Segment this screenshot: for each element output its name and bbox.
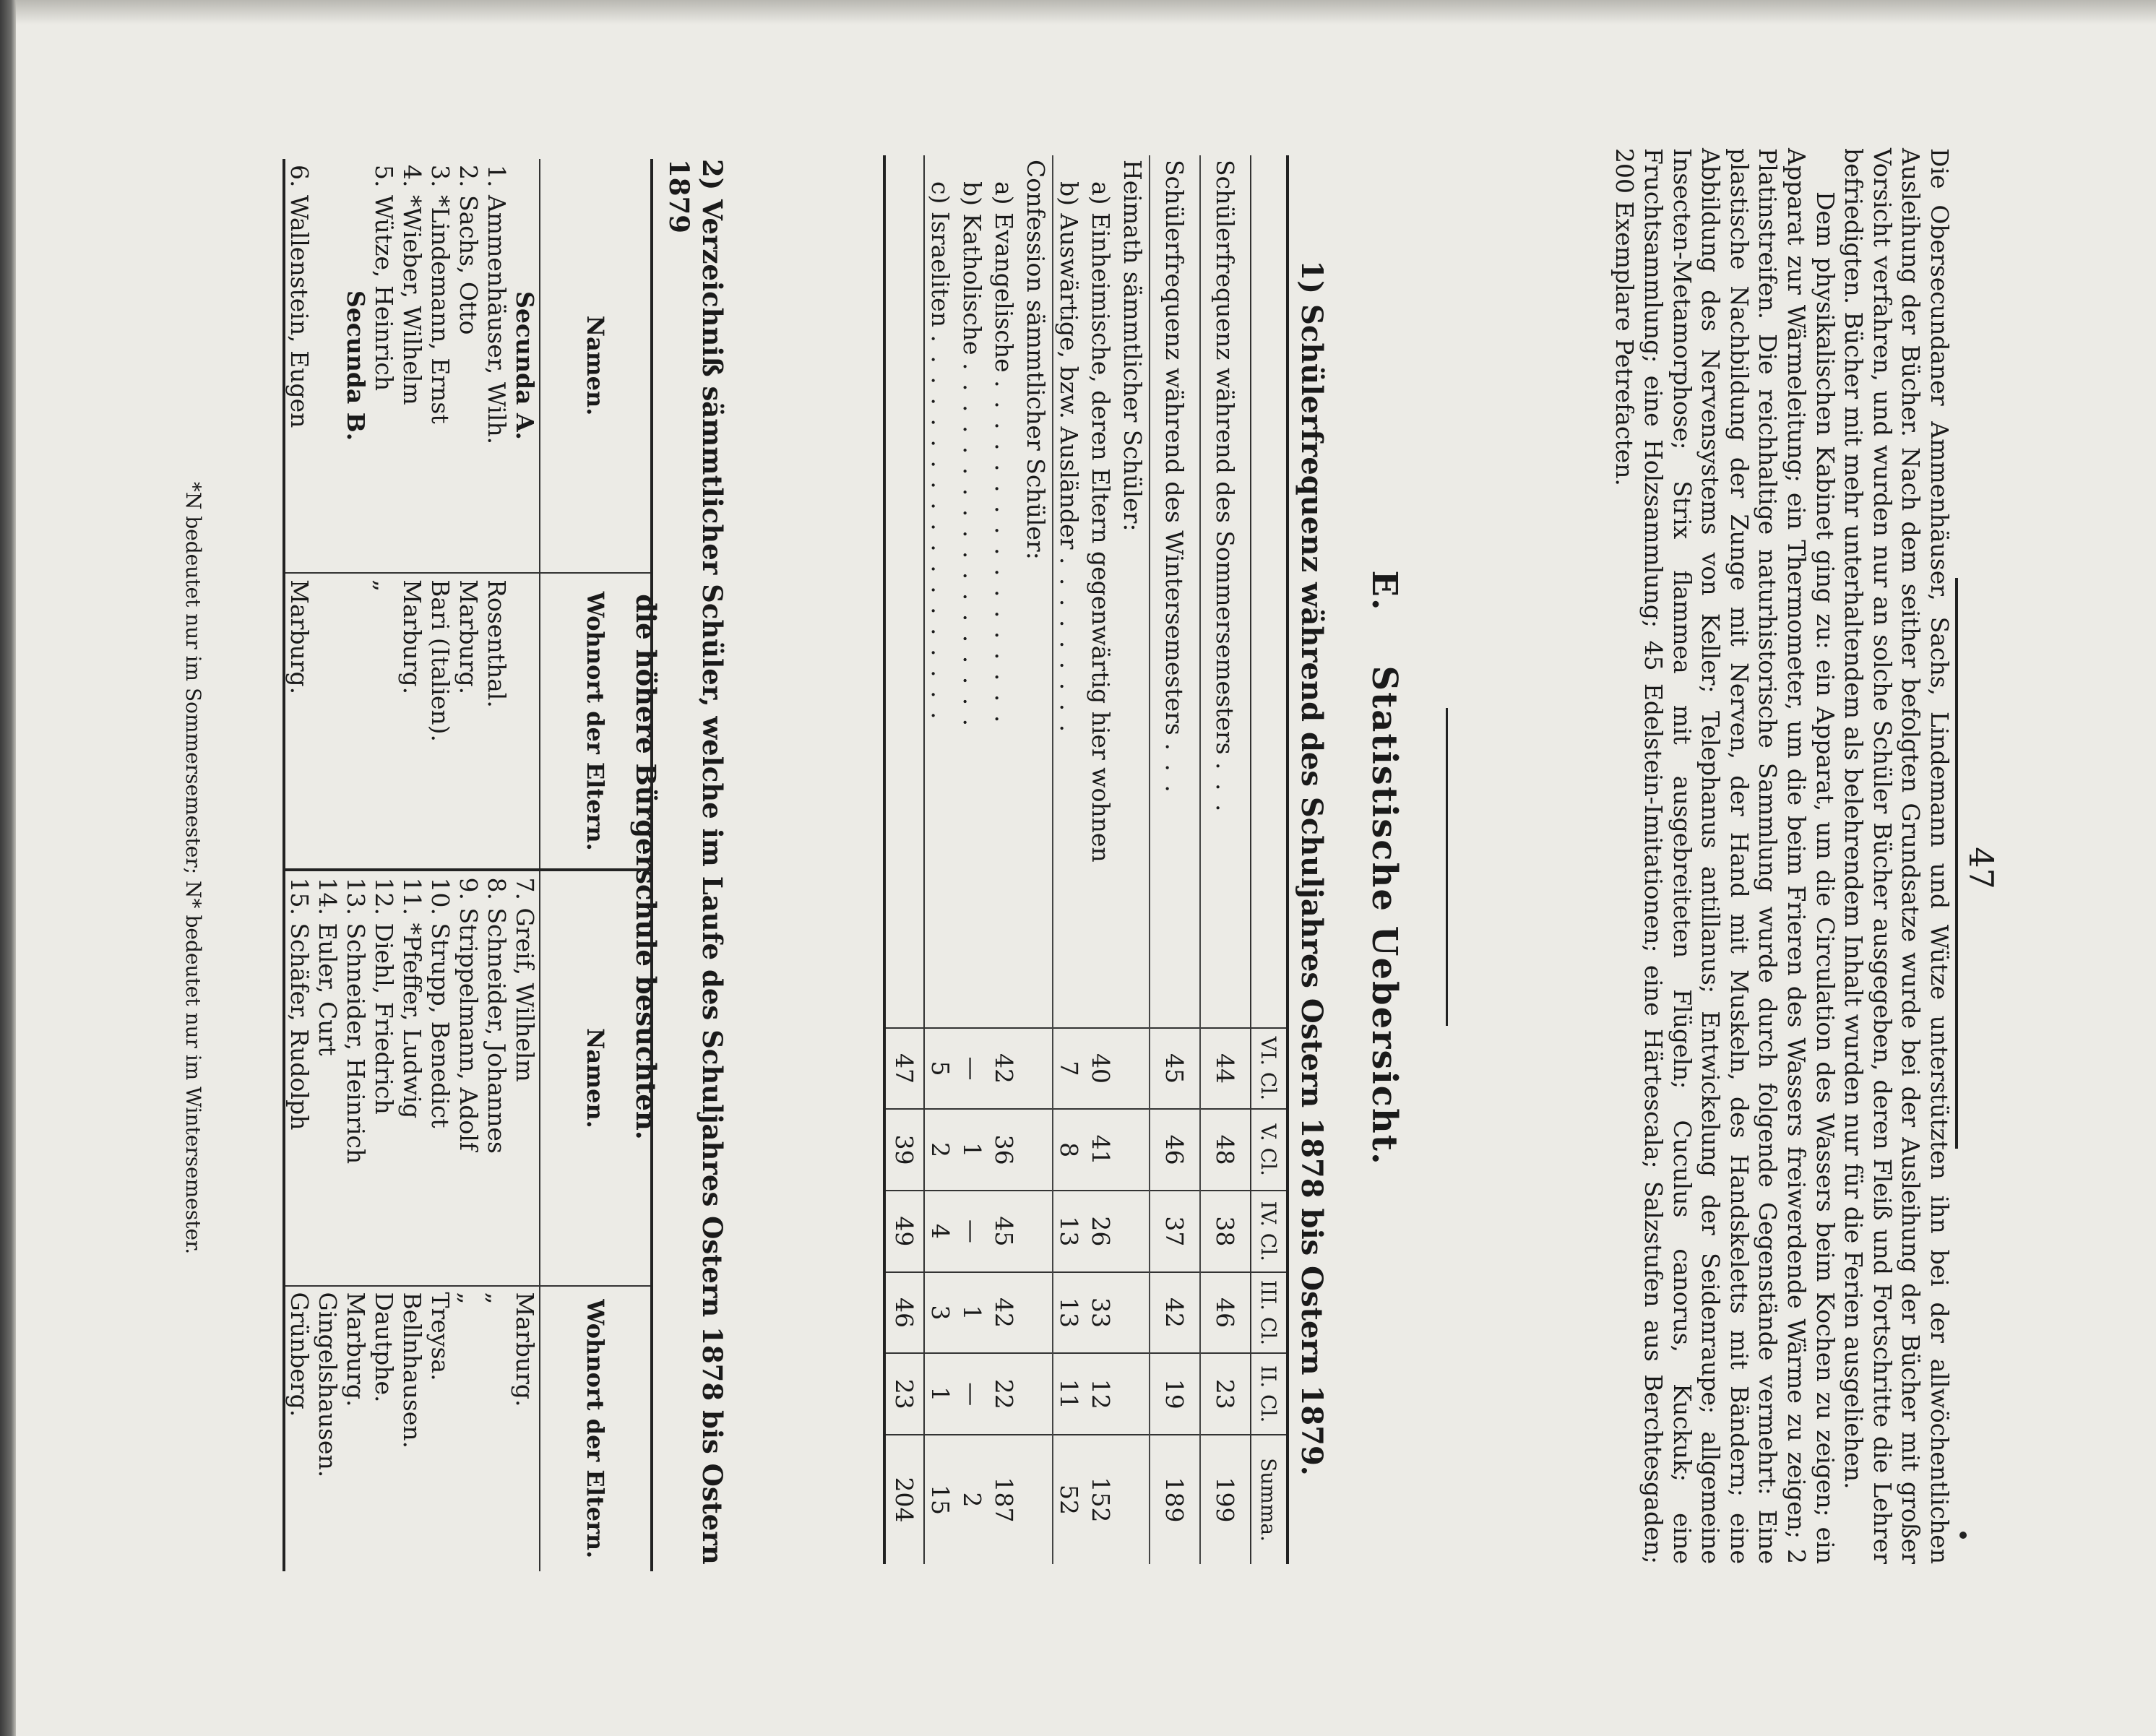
cell: 15: [926, 1485, 955, 1516]
cell: „: [483, 1292, 511, 1305]
cell: 52: [1053, 1435, 1085, 1564]
leader-dots: . . . . . . . . .: [1055, 556, 1084, 735]
totals-row: [884, 155, 924, 1564]
table-row: [1020, 155, 1053, 1564]
table1-header-row: [1251, 155, 1288, 1564]
total-cell: 23: [884, 1353, 924, 1435]
header-cell: IV. Cl.: [1251, 1191, 1288, 1272]
cell: 33: [1085, 1272, 1117, 1354]
table-row: [314, 159, 342, 1571]
table-row: [1053, 155, 1085, 1564]
cell: 187: [990, 1477, 1019, 1523]
table-row: [924, 155, 957, 1564]
table-row: [483, 159, 511, 1571]
cell: 7. Greif, Wilhelm: [511, 870, 540, 1285]
header-cell: Namen.: [540, 870, 652, 1285]
cell: Marburg.: [454, 573, 483, 870]
cell: 42: [988, 1272, 1020, 1354]
cell: 3. *Lindemann, Ernst: [426, 159, 454, 573]
row-label: c) Israeliten: [926, 181, 955, 327]
section-title: Statistische Uebersicht.: [1364, 665, 1405, 1166]
cell: 3: [924, 1272, 957, 1354]
total-cell: 204: [884, 1435, 924, 1564]
cell: [511, 573, 540, 870]
cell: 2: [958, 1492, 987, 1508]
row-label: b) Auswärtige, bzw. Ausländer: [1055, 181, 1084, 550]
table-row: [342, 159, 370, 1571]
header-cell: VI. Cl.: [1251, 1028, 1288, 1110]
cell: [314, 159, 342, 573]
table-row: [284, 159, 314, 1571]
leader-dots: . . . . . . . . . . . . . . . . . . .: [926, 334, 955, 722]
row-label: Confession sämmtlicher Schüler:: [1020, 155, 1053, 1028]
table-row: [1200, 155, 1251, 1564]
header-cell: Wohnort der Eltern.: [540, 573, 652, 870]
cell: Dautphe.: [370, 1292, 398, 1403]
body-text: [1610, 148, 1954, 1564]
leader-dots: . . . . . . . . . . . . . . . . . .: [958, 363, 987, 730]
cell: 23: [1200, 1353, 1251, 1435]
cell: 14. Euler, Curt: [314, 870, 342, 1285]
cell: 36: [988, 1109, 1020, 1191]
cell: 19: [1150, 1353, 1200, 1435]
table1-title: 1) Schülerfrequenz während des Schuljahres Ostern 1878 bis Ostern 1879.: [1295, 260, 1329, 1476]
cell: 9. Strippelmann, Adolf: [454, 870, 483, 1285]
row-label: Heimath sämmtlicher Schüler:: [1117, 155, 1150, 1028]
total-cell: 46: [884, 1272, 924, 1354]
table2-header-row: [540, 159, 652, 1571]
cell: 1. Ammenhäuser, Wilh.: [483, 159, 511, 573]
cell: 8. Schneider, Johannes: [483, 870, 511, 1285]
cell: 22: [988, 1353, 1020, 1435]
cell: 45: [1150, 1028, 1200, 1110]
header-cell: III. Cl.: [1251, 1272, 1288, 1354]
cell: 1: [957, 1109, 988, 1191]
cell: Bari (Italien).: [426, 573, 454, 870]
cell: 1: [957, 1272, 988, 1354]
cell: 12: [1085, 1353, 1117, 1435]
leader-dots: . . . . . . . . . . . . . . . . .: [990, 380, 1019, 726]
cell: Bellnhausen.: [398, 1292, 426, 1449]
table2-title-line2: die höhere Bürgerschule besuchten.: [630, 594, 662, 1140]
table-row: [1085, 155, 1117, 1564]
frequency-table: [883, 155, 1289, 1564]
cell: Gingelshausen.: [314, 1292, 342, 1478]
header-cell: II. Cl.: [1251, 1353, 1288, 1435]
section-heading: [1364, 0, 1405, 1736]
cell: 37: [1150, 1191, 1200, 1272]
cell: —: [957, 1353, 988, 1435]
cell: 11. *Pfeffer, Ludwig: [398, 870, 426, 1285]
cell: 1: [924, 1353, 957, 1435]
section-letter: E.: [1364, 570, 1405, 612]
total-cell: 49: [884, 1191, 924, 1272]
cell: 7: [1053, 1028, 1085, 1110]
cell: 13. Schneider, Heinrich: [342, 870, 370, 1285]
table-row: [1150, 155, 1200, 1564]
row-label: a) Evangelische: [990, 181, 1019, 373]
table-row: [370, 159, 398, 1571]
row-label: b) Katholische: [958, 181, 987, 355]
header-cell: Summa.: [1251, 1435, 1288, 1564]
cell: Rosenthal.: [483, 573, 511, 870]
student-list-table: [283, 159, 653, 1571]
table-row: [1117, 155, 1150, 1564]
cell: 40: [1085, 1028, 1117, 1110]
section-rule: [1446, 708, 1448, 1026]
header-cell: Wohnort der Eltern.: [540, 1286, 652, 1572]
header-cell: Namen.: [540, 159, 652, 573]
leader-dots: . . .: [1160, 743, 1189, 795]
cell: 12. Diehl, Friedrich: [370, 870, 398, 1285]
footnote: *N bedeutet nur im Sommersemester; N* bedeutet nur im Wintersemester.: [181, 481, 205, 1255]
cell: Marburg.: [284, 573, 314, 870]
cell: „: [454, 1292, 483, 1305]
cell: Treysa.: [426, 1292, 454, 1381]
cell: [342, 573, 370, 870]
page-number: 47: [1962, 847, 2001, 889]
cell: Marburg.: [511, 1292, 539, 1407]
cell: 42: [1150, 1272, 1200, 1354]
cell: 2. Sachs, Otto: [454, 159, 483, 573]
class-heading: Secunda B.: [342, 159, 370, 573]
cell: 6. Wallenstein, Eugen: [284, 159, 314, 573]
table-row: [511, 159, 540, 1571]
cell: 8: [1053, 1109, 1085, 1191]
class-heading: Secunda A.: [511, 159, 540, 573]
cell: [314, 573, 342, 870]
cell: 48: [1200, 1109, 1251, 1191]
cell: 10. Strupp, Benedict: [426, 870, 454, 1285]
cell: 2: [924, 1109, 957, 1191]
cell: Grünberg.: [284, 1286, 314, 1572]
paragraph-cabinet: Dem physikalischen Kabinet ging zu: ein Apparat, um die Circulation des Wassers beim Kochen zu zeigen; ein Apparat zur Wärmeleitung; ein Thermometer, um die beim Frieren des Wassers freiwerdende Wärme zu zeigen; 2 Platinstreifen. Die reichhaltige naturhistorische Sammlung wurde durch folgende Gegenstände vermehrt: Eine plastische Nachbildung der Zunge mit Nerven, der Hand mit Muskeln, des Handskeletts mit Bändern; eine Abbildung des Nervensystems von Keller; Telephanus antillanus; Entwickelung der Seidenraupe; allgemeine Insecten-Metamorphose; Strix flammea mit ausgebreiteten Flügeln; Cuculus canorus, Kuckuk; eine Fruchtsammlung; eine Holzsammlung; 45 Edelstein-Imitationen; eine Härtescala; Salzstufen aus Berchtesgaden; 200 Exemplare Petrefacten.: [1610, 148, 1840, 1564]
cell: 199: [1200, 1435, 1251, 1564]
cell: 4: [924, 1191, 957, 1272]
header-rule: [1955, 578, 1958, 1149]
cell: —: [957, 1191, 988, 1272]
cell: —: [957, 1028, 988, 1110]
cell: 46: [1150, 1109, 1200, 1191]
cell: 13: [1053, 1272, 1085, 1354]
cell: 38: [1200, 1191, 1251, 1272]
leader-dots: . . .: [1211, 762, 1240, 815]
ink-dot: [1959, 1532, 1967, 1539]
total-cell: 47: [884, 1028, 924, 1110]
cell: Marburg.: [398, 573, 426, 870]
cell: 44: [1200, 1028, 1251, 1110]
cell: 45: [988, 1191, 1020, 1272]
cell: 189: [1150, 1435, 1200, 1564]
total-cell: 39: [884, 1109, 924, 1191]
cell: Marburg.: [342, 1292, 370, 1407]
row-label: a) Einheimische, deren Eltern gegenwärtig hier wohnen: [1087, 181, 1116, 863]
header-cell: V. Cl.: [1251, 1109, 1288, 1191]
row-label: Schülerfrequenz während des Wintersemesters: [1160, 160, 1189, 735]
cell: 152: [1087, 1477, 1116, 1523]
table2-title-line1: 2) Verzeichniß sämmtlicher Schüler, welche im Laufe des Schuljahres Ostern 1878 bis Ostern 1879: [663, 159, 728, 1565]
table-row: [426, 159, 454, 1571]
cell: 5: [924, 1028, 957, 1110]
cell: 5. Wütze, Heinrich: [370, 159, 398, 573]
paragraph-library: Die Obersecundaner Ammenhäuser, Sachs, Lindemann und Wütze unterstützten ihn bei der allwöchentlichen Ausleihung der Bücher. Nach dem seither befolgten Grundsatze wurde bei der Ausleihung der Bücher mit großer Vorsicht verfahren, und wurden nur an solche Schüler Bücher ausgegeben, deren Fleiß und Fortschritte die Lehrer befriedigten. Bücher mit mehr unterhaltendem als belehrendem Inhalt wurden nur für die Ferien ausgeliehen.: [1840, 148, 1954, 1564]
table-row: [398, 159, 426, 1571]
cell: 42: [988, 1028, 1020, 1110]
cell: 11: [1053, 1353, 1085, 1435]
cell: 41: [1085, 1109, 1117, 1191]
cell: 4. *Wieber, Wilhelm: [398, 159, 426, 573]
table-row: [988, 155, 1020, 1564]
cell: 46: [1200, 1272, 1251, 1354]
table-row: [454, 159, 483, 1571]
table-row: [957, 155, 988, 1564]
cell: 15. Schäfer, Rudolph: [284, 870, 314, 1285]
cell: „: [370, 573, 398, 870]
cell: 13: [1053, 1191, 1085, 1272]
cell: 26: [1085, 1191, 1117, 1272]
row-label: Schülerfrequenz während des Sommersemesters: [1211, 160, 1240, 755]
